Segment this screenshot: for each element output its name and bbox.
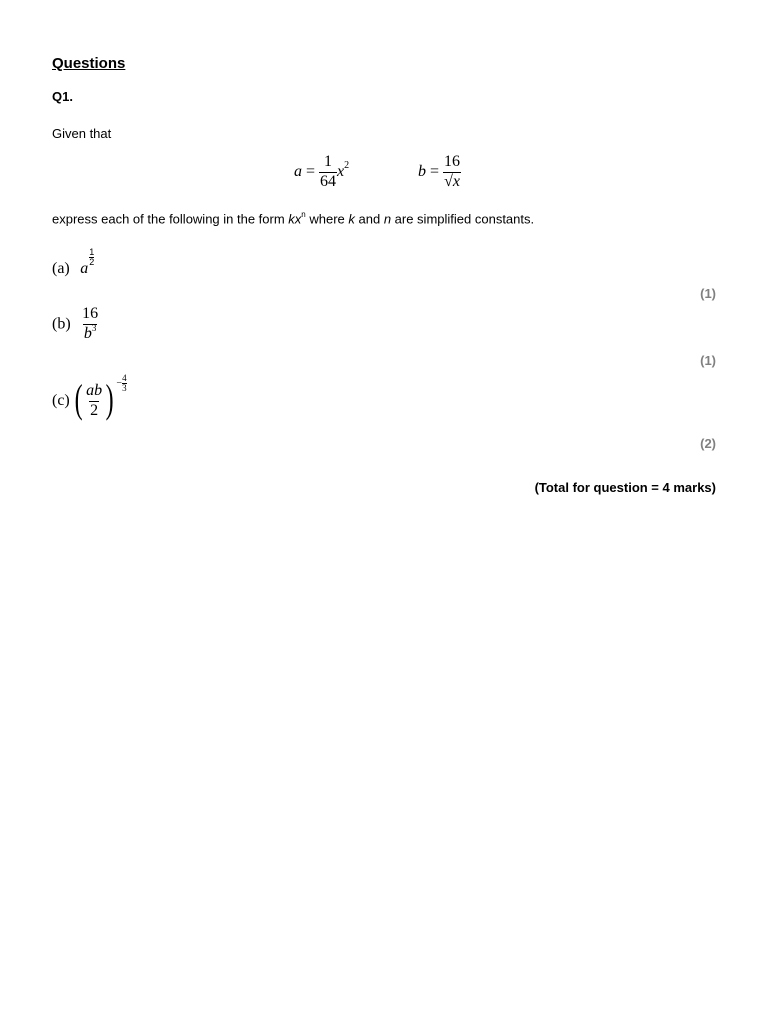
- instruction-n2: n: [383, 211, 392, 227]
- fraction-numerator: 16: [444, 153, 461, 170]
- page-heading: Questions: [52, 55, 126, 72]
- marks-b: (1): [700, 353, 716, 368]
- fraction-denominator: [443, 172, 461, 191]
- exponent-sign: −: [116, 377, 123, 389]
- part-label: (a): [52, 260, 70, 277]
- left-paren-icon: (: [74, 376, 83, 421]
- square-root-icon: √: [444, 172, 453, 190]
- part-c-fraction: [85, 383, 103, 420]
- part-b-fraction: [81, 306, 99, 343]
- instruction-part3: are simplified constants.: [391, 211, 535, 227]
- fraction-numerator: 16: [82, 305, 99, 322]
- fraction-denominator: [83, 324, 98, 343]
- equation-a: [294, 154, 349, 191]
- exponent-numerator: 4: [122, 372, 127, 383]
- instruction-k2: k: [348, 211, 355, 227]
- denominator-power: 3: [91, 322, 97, 333]
- part-label: (b): [52, 315, 71, 333]
- question-number: Q1.: [52, 89, 73, 104]
- instruction-part2: where: [305, 211, 349, 227]
- var-x: x: [337, 162, 345, 180]
- instruction-k: k: [288, 211, 295, 227]
- intro-text: Given that: [52, 126, 112, 141]
- fraction-denominator: 2: [90, 401, 99, 419]
- equals-sign: =: [306, 162, 316, 180]
- instruction-x: x: [294, 211, 302, 227]
- marks-a: (1): [700, 286, 716, 301]
- exponent-numerator: 1: [89, 247, 95, 257]
- instruction-part1: express each of the following in the form: [52, 211, 289, 227]
- exponent-denominator: 3: [122, 382, 127, 393]
- fraction-numerator: 1: [324, 153, 333, 170]
- part-a-base: a: [80, 260, 89, 277]
- equation-b: [418, 154, 461, 191]
- denominator-base: b: [83, 324, 92, 342]
- fraction-1-64: [319, 154, 337, 191]
- right-paren-icon: ): [105, 376, 114, 421]
- part-label: (c): [52, 392, 70, 409]
- exponent-fraction: [122, 374, 127, 393]
- marks-c: (2): [700, 436, 716, 451]
- fraction-denominator: 64: [320, 172, 337, 190]
- var-a: a: [294, 162, 302, 180]
- equals-sign: =: [430, 162, 440, 180]
- radicand: x: [452, 172, 460, 190]
- part-b: [52, 306, 99, 343]
- var-b: b: [418, 162, 426, 180]
- fraction-16-root-x: [443, 154, 461, 191]
- part-c-exponent: [116, 374, 126, 393]
- instruction-text: [52, 211, 534, 226]
- part-a: [52, 242, 95, 277]
- instruction-and: and: [354, 211, 384, 227]
- instruction-n-sup: n: [301, 210, 306, 219]
- part-a-exponent: [89, 248, 94, 267]
- total-marks: (Total for question = 4 marks): [534, 480, 716, 495]
- fraction-numerator: ab: [86, 381, 103, 399]
- exponent-denominator: 2: [89, 257, 95, 267]
- part-c: [52, 372, 127, 421]
- exponent: 2: [344, 159, 350, 171]
